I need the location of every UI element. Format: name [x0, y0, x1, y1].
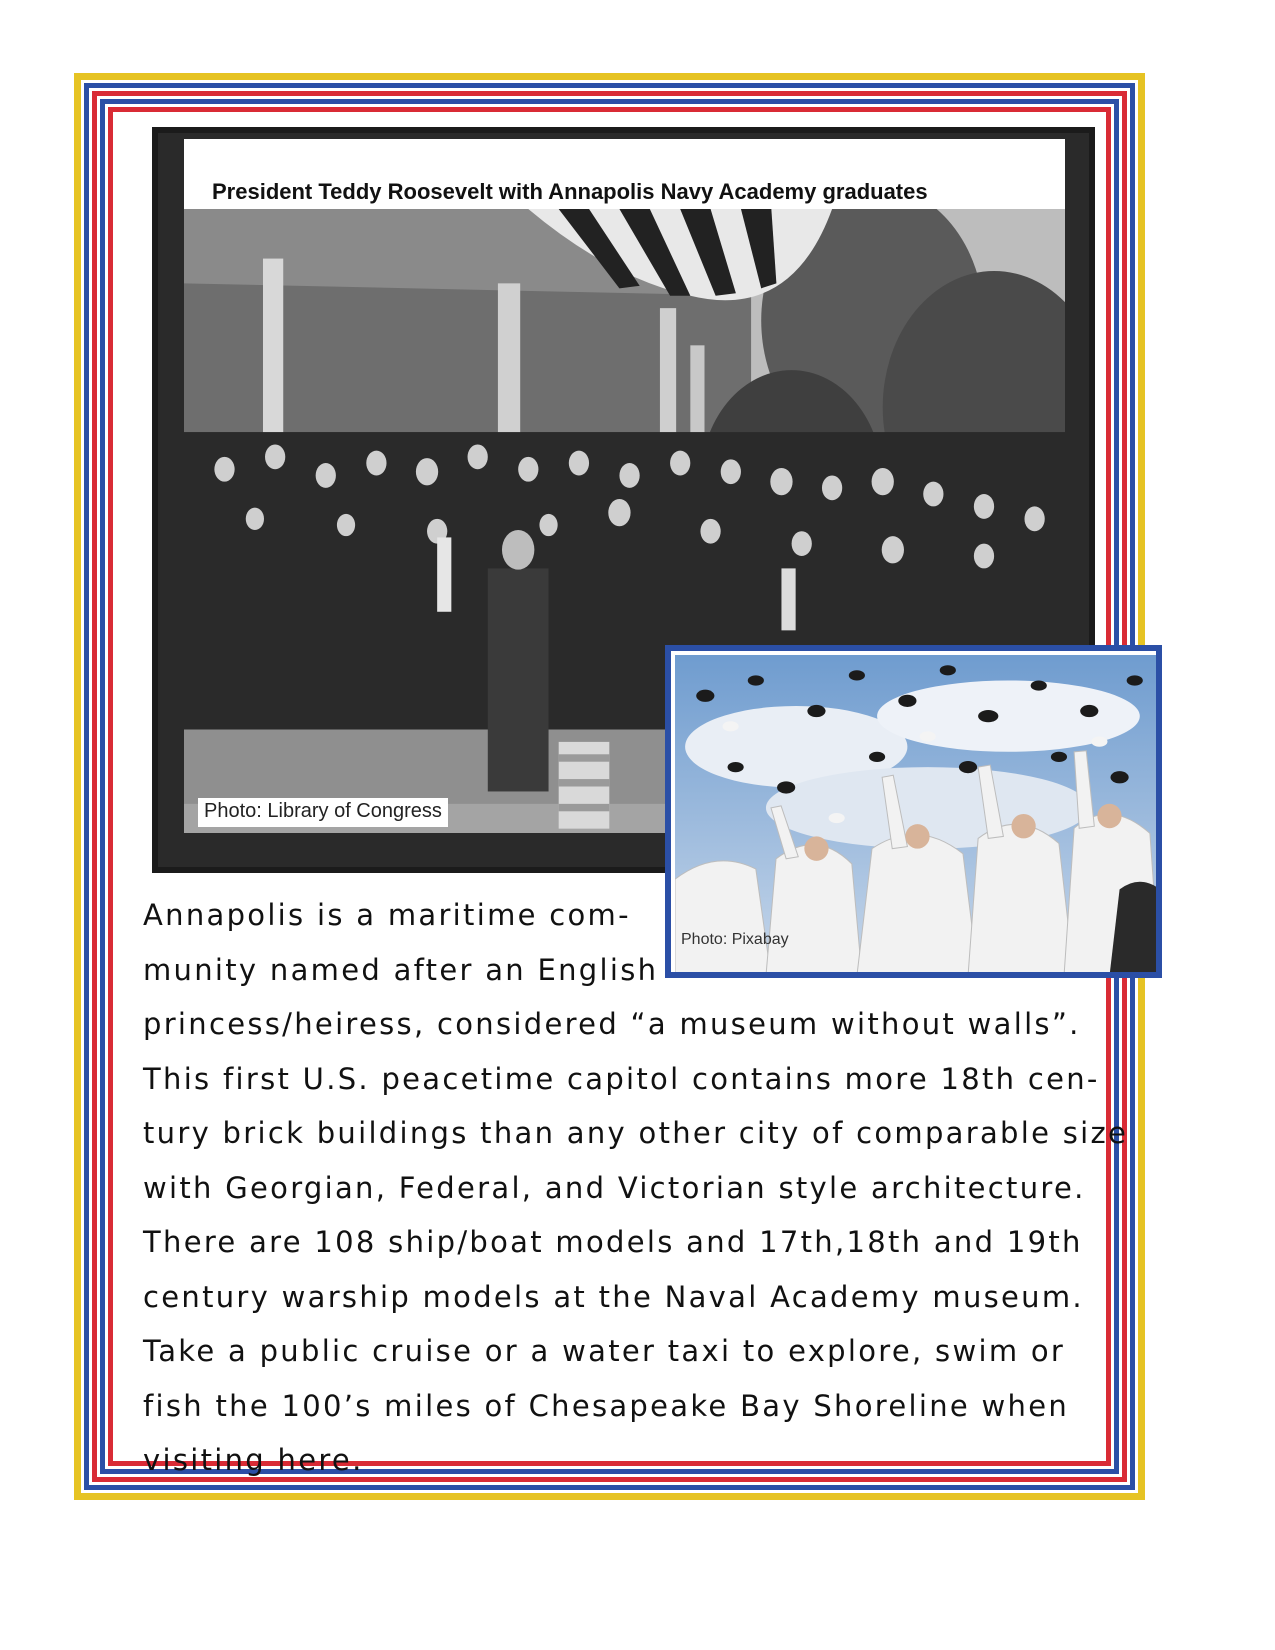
body-line: There are 108 ship/boat models and 17th,18th and 19th — [143, 1225, 1083, 1259]
body-line: munity named after an English — [143, 952, 659, 987]
roosevelt-photo-caption: President Teddy Roosevelt with Annapolis Navy Academy graduates — [212, 179, 928, 204]
body-line: Annapolis is a maritime com- — [143, 898, 631, 932]
body-line: tury brick buildings than any other city of comparable size — [143, 1116, 1129, 1150]
annapolis-description — [143, 888, 1143, 1488]
library-of-congress-credit: Photo: Library of Congress — [198, 798, 448, 827]
body-line: princess/heiress, considered “a museum without walls”. — [143, 1007, 1081, 1041]
body-line: Take a public cruise or a water taxi to explore, swim or — [143, 1334, 1066, 1368]
pixabay-credit: Photo: Pixabay — [681, 931, 789, 948]
body-line: with Georgian, Federal, and Victorian style architecture. — [143, 1170, 1086, 1205]
body-line: This first U.S. peacetime capitol contains more 18th cen- — [143, 1061, 1100, 1096]
body-line: fish the 100’s miles of Chesapeake Bay Shoreline when — [143, 1388, 1070, 1423]
body-line: century warship models at the Naval Academy museum. — [143, 1279, 1084, 1314]
body-line: visiting here. — [143, 1443, 364, 1477]
